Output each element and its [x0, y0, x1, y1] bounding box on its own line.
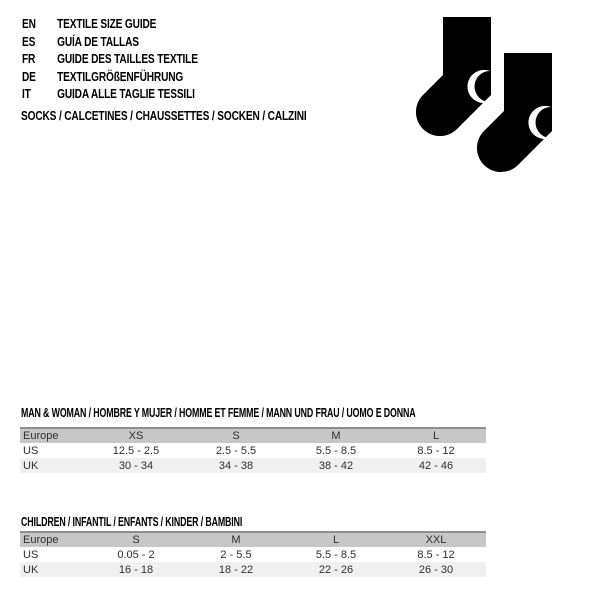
- table-cell: 8.5 - 12: [417, 444, 455, 457]
- table-cell: 5.5 - 8.5: [315, 444, 357, 457]
- language-list: [22, 15, 247, 103]
- table-row: [20, 458, 486, 473]
- table-cell: 42 - 46: [418, 459, 454, 472]
- language-label: GUIDE DES TAILLES TEXTILE: [57, 51, 198, 67]
- language-code: FR: [22, 51, 36, 67]
- table-cell: 5.5 - 8.5: [315, 548, 357, 561]
- table-cell: 8.5 - 12: [417, 548, 455, 561]
- language-code: IT: [22, 86, 31, 102]
- language-code: EN: [22, 16, 36, 32]
- table-header-row: [20, 427, 486, 443]
- language-label: GUÍA DE TALLAS: [57, 33, 139, 49]
- header-cell-size: S: [232, 430, 240, 442]
- table-cell: 12.5 - 2.5: [112, 444, 160, 457]
- sock-back: [416, 17, 491, 136]
- table-cell: 30 - 34: [118, 459, 154, 472]
- children-table-title: CHILDREN / INFANTIL / ENFANTS / KINDER / BAMBINI: [21, 514, 243, 529]
- table-cell: 0.05 - 2: [117, 548, 155, 561]
- adults-table-title: MAN & WOMAN / HOMBRE Y MUJER / HOMME ET FEMME / MANN UND FRAU / UOMO E DONNA: [21, 405, 416, 420]
- language-row: [22, 50, 198, 68]
- row-label: US: [23, 444, 39, 457]
- header-cell-size: M: [231, 534, 241, 546]
- table-cell: 38 - 42: [318, 459, 354, 472]
- table-cell: 18 - 22: [218, 563, 254, 576]
- header-cell-size: L: [332, 534, 340, 546]
- table-cell: 16 - 18: [118, 563, 154, 576]
- language-label: TEXTILE SIZE GUIDE: [57, 16, 157, 32]
- socks-icon: [400, 0, 600, 180]
- table-cell: 2.5 - 5.5: [215, 444, 257, 457]
- header-cell-size: L: [432, 430, 440, 442]
- header-cell-size: XXL: [425, 534, 447, 546]
- language-label: TEXTILGRÖßENFÜHRUNG: [57, 68, 184, 84]
- table-row: [20, 443, 486, 458]
- table-header-row: [20, 531, 486, 547]
- header-cell-region: Europe: [23, 430, 59, 442]
- language-row: [22, 85, 198, 103]
- table-cell: 26 - 30: [418, 563, 454, 576]
- language-row: [22, 33, 198, 51]
- language-label: GUIDA ALLE TAGLIE TESSILI: [57, 86, 195, 102]
- header-cell-size: M: [331, 430, 341, 442]
- header-cell-size: XS: [128, 430, 144, 442]
- adults-size-table: [20, 427, 486, 473]
- table-row: [20, 562, 486, 577]
- header-cell-region: Europe: [23, 534, 59, 546]
- table-row: [20, 547, 486, 562]
- table-cell: 2 - 5.5: [220, 548, 252, 561]
- language-code: DE: [22, 68, 36, 84]
- language-code: ES: [22, 33, 36, 49]
- row-label: US: [23, 548, 39, 561]
- category-line: SOCKS / CALCETINES / CHAUSSETTES / SOCKEN / CALZINI: [21, 108, 307, 123]
- row-label: UK: [23, 563, 39, 576]
- language-row: [22, 68, 198, 86]
- table-cell: 22 - 26: [318, 563, 354, 576]
- children-size-table: [20, 531, 486, 577]
- row-label: UK: [23, 459, 39, 472]
- header-cell-size: S: [132, 534, 140, 546]
- table-cell: 34 - 38: [218, 459, 254, 472]
- language-row: [22, 15, 198, 33]
